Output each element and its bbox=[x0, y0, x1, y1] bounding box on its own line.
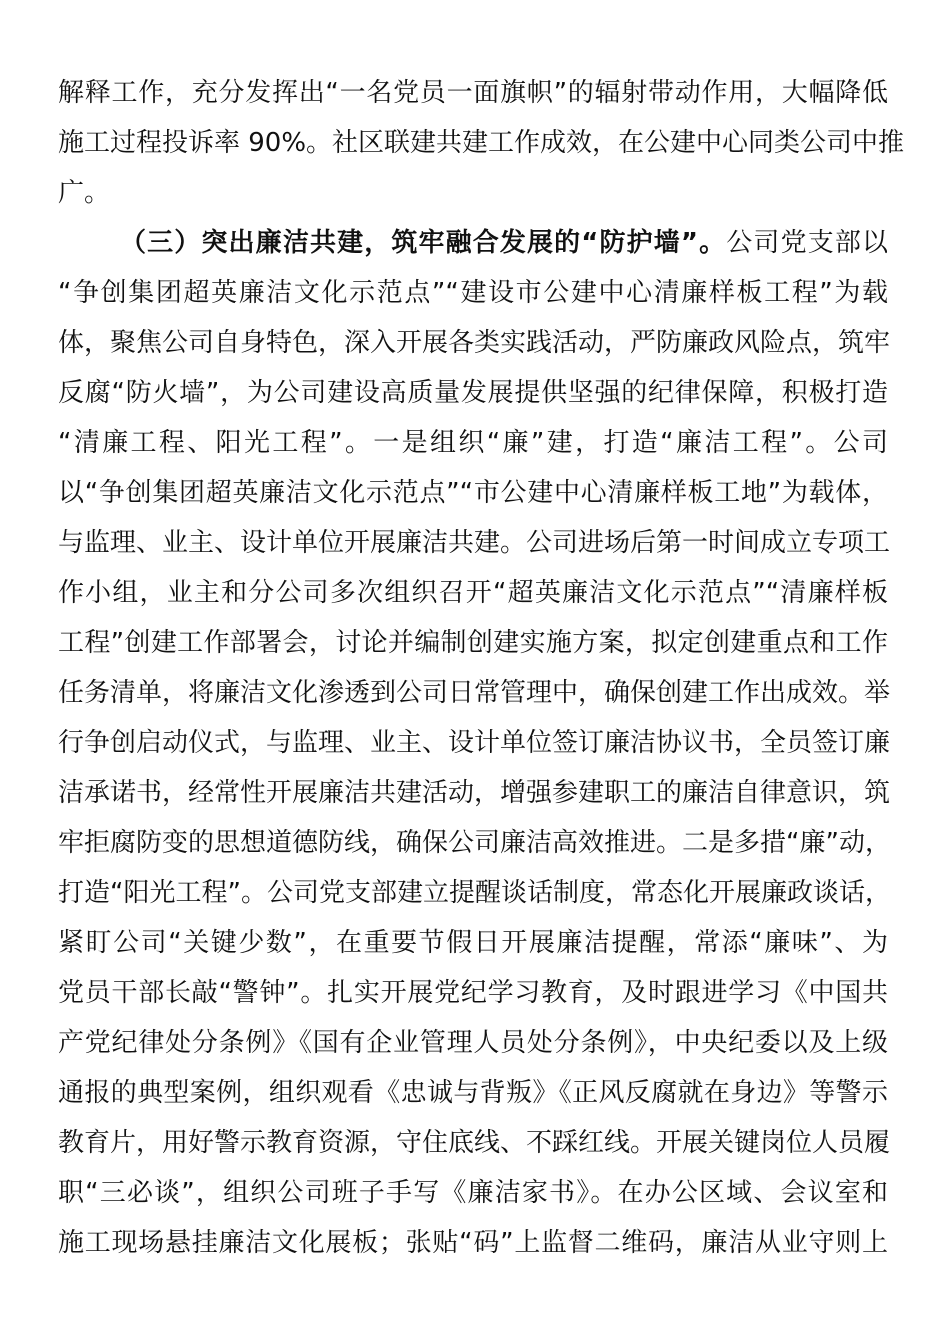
text-line: 紧盯公司“关键少数”，在重要节假日开展廉洁提醒，常添“廉味”、为 bbox=[58, 928, 888, 958]
text-line: 解释工作，充分发挥出“一名党员一面旗帜”的辐射带动作用，大幅降低 bbox=[58, 78, 888, 108]
text-line: 反腐“防火墙”，为公司建设高质量发展提供坚强的纪律保障，积极打造 bbox=[58, 378, 888, 408]
text-line: 洁承诺书，经常性开展廉洁共建活动，增强参建职工的廉洁自律意识，筑 bbox=[58, 778, 891, 808]
text-line: 行争创启动仪式，与监理、业主、设计单位签订廉洁协议书，全员签订廉 bbox=[58, 728, 891, 758]
section-heading: （三）突出廉洁共建，筑牢融合发展的“防护墙”。 bbox=[120, 228, 727, 258]
section-heading-line bbox=[58, 218, 888, 268]
text-line: 任务清单，将廉洁文化渗透到公司日常管理中，确保创建工作出成效。举 bbox=[58, 678, 891, 708]
text-line: 施工现场悬挂廉洁文化展板；张贴“码”上监督二维码，廉洁从业守则上 bbox=[58, 1228, 888, 1258]
text-line: 党员干部长敲“警钟”。扎实开展党纪学习教育，及时跟进学习《中国共 bbox=[58, 978, 888, 1008]
text-line: 教育片，用好警示教育资源，守住底线、不踩红线。开展关键岗位人员履 bbox=[58, 1128, 891, 1158]
text-line: 打造“阳光工程”。公司党支部建立提醒谈话制度，常态化开展廉政谈话， bbox=[58, 878, 891, 908]
text-line: 与监理、业主、设计单位开展廉洁共建。公司进场后第一时间成立专项工 bbox=[58, 528, 891, 558]
text-line: 职“三必谈”，组织公司班子手写《廉洁家书》。在办公区域、会议室和 bbox=[58, 1178, 888, 1208]
text-line: 作小组，业主和分公司多次组织召开“超英廉洁文化示范点”“清廉样板 bbox=[58, 578, 888, 608]
text-line: “清廉工程、阳光工程”。一是组织“廉”建，打造“廉洁工程”。公司 bbox=[58, 428, 888, 458]
section-heading-rest: 公司党支部以 bbox=[726, 228, 888, 258]
text-line: 牢拒腐防变的思想道德防线，确保公司廉洁高效推进。二是多措“廉”动， bbox=[58, 828, 891, 858]
text-line: 以“争创集团超英廉洁文化示范点”“市公建中心清廉样板工地”为载体， bbox=[58, 478, 888, 508]
text-line: 广。 bbox=[58, 178, 111, 208]
text-line: 工程”创建工作部署会，讨论并编制创建实施方案，拟定创建重点和工作 bbox=[58, 628, 888, 658]
text-line: 施工过程投诉率 90%。社区联建共建工作成效，在公建中心同类公司中推 bbox=[58, 128, 905, 158]
document-body bbox=[58, 68, 905, 1268]
text-line: 通报的典型案例，组织观看《忠诚与背叛》《正风反腐就在身边》等警示 bbox=[58, 1078, 888, 1108]
text-line: 体，聚焦公司自身特色，深入开展各类实践活动，严防廉政风险点，筑牢 bbox=[58, 328, 891, 358]
text-line: “争创集团超英廉洁文化示范点”“建设市公建中心清廉样板工程”为载 bbox=[58, 278, 888, 308]
text-line: 产党纪律处分条例》《国有企业管理人员处分条例》，中央纪委以及上级 bbox=[58, 1028, 888, 1058]
